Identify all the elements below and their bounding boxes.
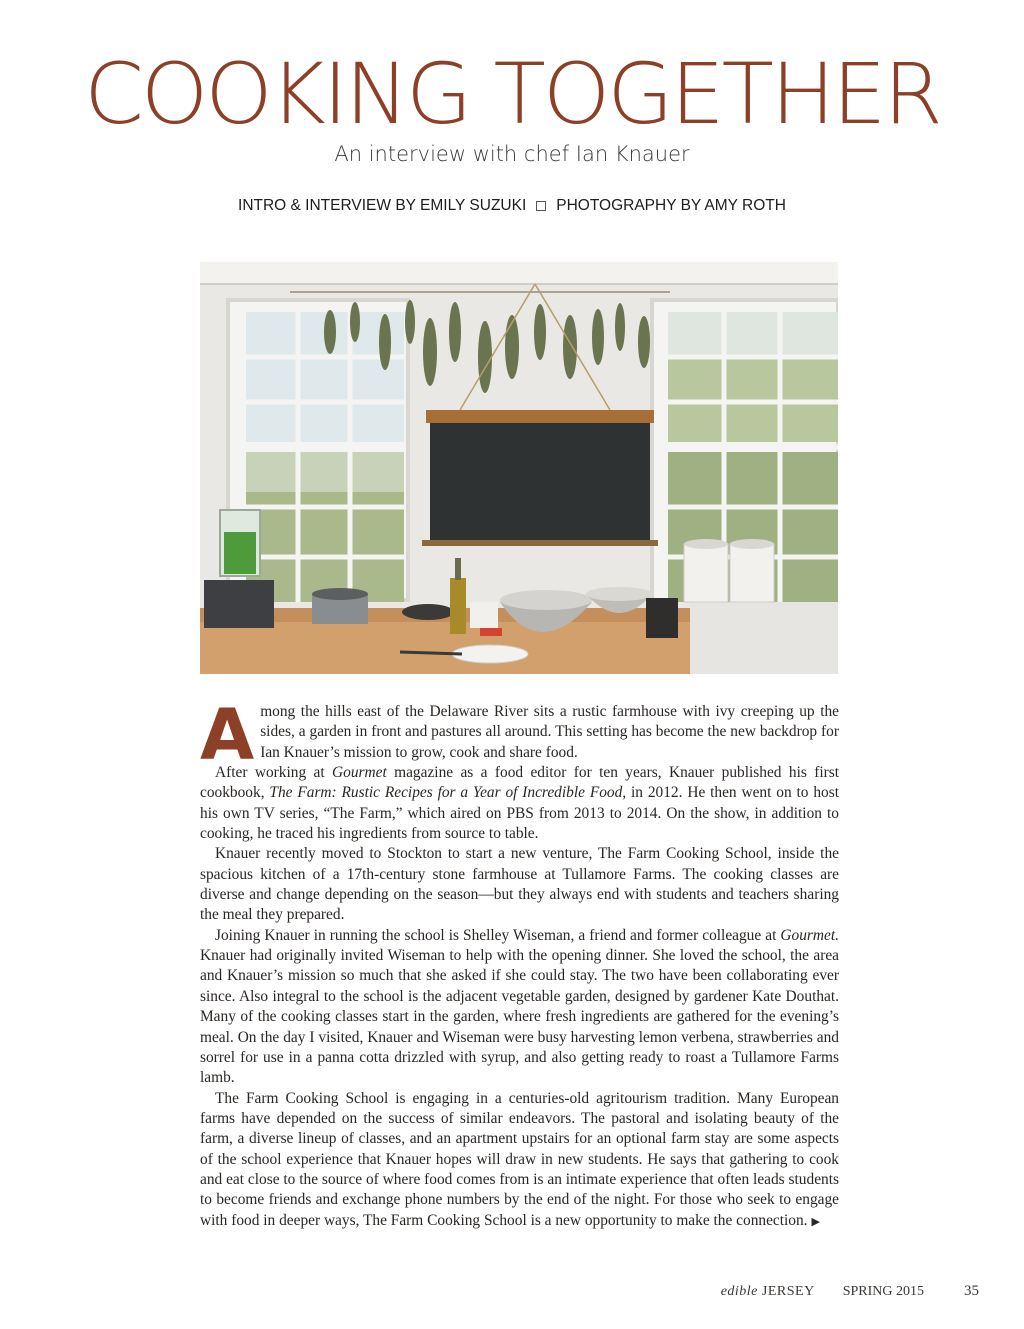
drop-cap: A xyxy=(200,694,255,776)
page-footer xyxy=(721,1283,979,1300)
byline xyxy=(0,197,1024,215)
paragraph-3: Knauer recently moved to Stockton to start a new venture, The Farm Cooking School, inside the spacious kitchen of a 17th-century stone farmhouse at Tullamore Farms. The cooking classes are diverse and change depending on the season—but they always end with students and teachers sharing the meal they prepared. xyxy=(200,845,839,924)
byline-intro: INTRO & INTERVIEW BY EMILY SUZUKI xyxy=(238,197,527,214)
paragraph-1: Among the hills east of the Delaware River sits a rustic farmhouse with ivy creeping up the sides, a garden in front and pastures all around. This setting has become the new backdrop for Ian Knauer’s mission to grow, cook and share food. xyxy=(200,694,839,776)
magazine-name: edible JERSEY xyxy=(720,1284,815,1299)
article-subtitle: An interview with chef Ian Knauer xyxy=(334,142,690,166)
article-body xyxy=(200,694,840,1232)
kitchen-scene-illustration xyxy=(200,262,838,674)
byline-photo: PHOTOGRAPHY BY AMY ROTH xyxy=(556,197,786,214)
kitchen-photo xyxy=(200,262,838,674)
paragraph-2: After working at Gourmet magazine as a food editor for ten years, Knauer published his first cookbook, The Farm: Rustic Recipes for a Year of Incredible Food, in 2012. He then went on to host his own TV series, “The Farm,” which aired on PBS from 2013 to 2014. On the show, in addition to cooking, he traced his ingredients from source to table. xyxy=(200,764,840,843)
end-triangle-icon: ▶ xyxy=(811,1215,821,1228)
separator-square-icon xyxy=(536,201,546,211)
issue-label: SPRING 2015 xyxy=(842,1284,924,1299)
paragraph-5: The Farm Cooking School is engaging in a centuries-old agritourism tradition. Many European farms have depended on the success of similar endeavors. The pastoral and isolating beauty of the farm, a diverse lineup of classes, and an apartment upstairs for an optional farm stay are some aspects of the school experience that Knauer hopes will draw in new students. He says that gathering to cook and eat close to the source of where food comes from is an intimate experience that often leads students to become friends and exchange phone numbers by the end of the night. For those who seek to engage with food in deeper ways, The Farm Cooking School is a new opportunity to make the connection. ▶ xyxy=(200,1089,839,1229)
paragraph-4: Joining Knauer in running the school is Shelley Wiseman, a friend and former colleague at Gourmet. Knauer had originally invited Wiseman to help with the opening dinner. She loved the school, the area and Knauer’s mission so much that she asked if she could stay. The two have been collaborating ever since. Also integral to the school is the adjacent vegetable garden, designed by gardener Kate Douthat. Many of the cooking classes start in the garden, where fresh ingredients are gathered for the evening’s meal. On the day I visited, Knauer and Wiseman were busy harvesting lemon verbena, strawberries and sorrel for use in a panna cotta drizzled with syrup, and also getting ready to roast a Tullamore Farms lamb. xyxy=(200,926,839,1087)
article-title: COOKING TOGETHER xyxy=(84,45,940,143)
page-number: 35 xyxy=(964,1283,979,1299)
